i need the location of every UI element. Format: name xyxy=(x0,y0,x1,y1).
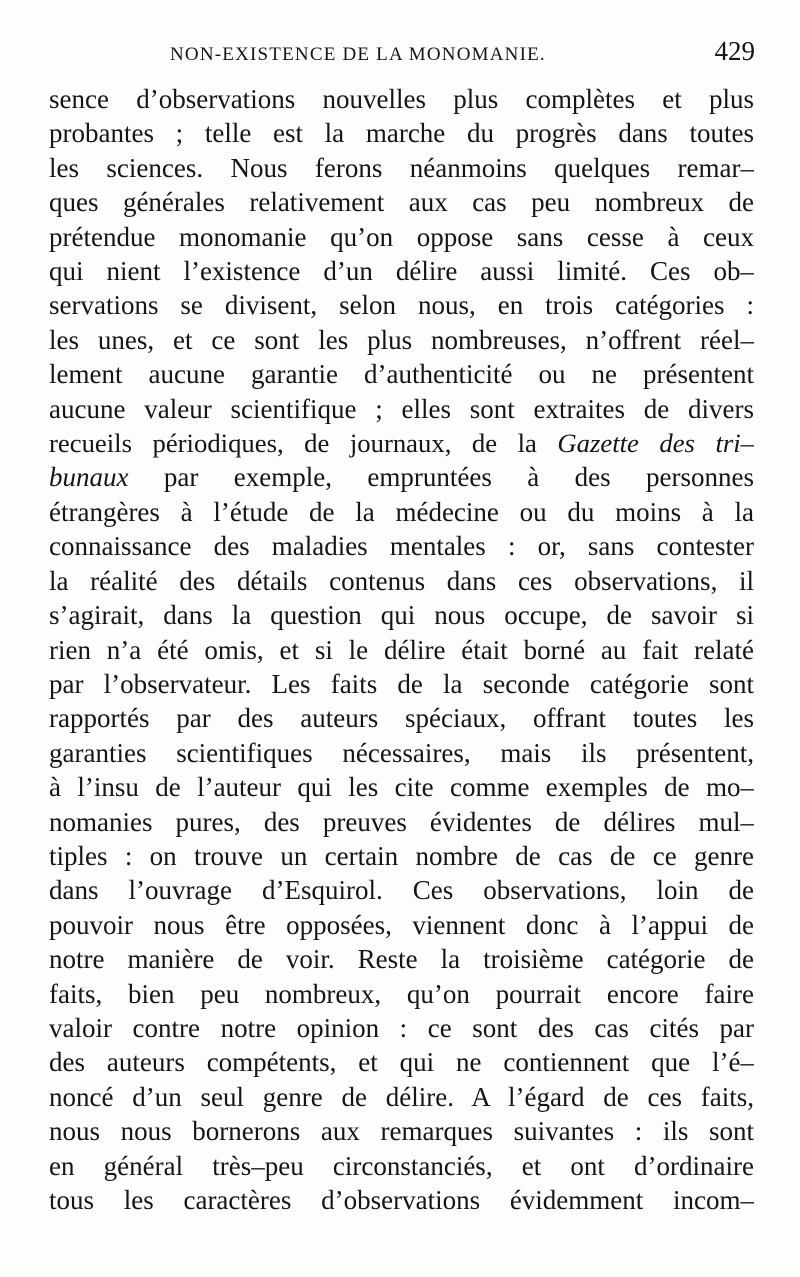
text-line: pouvoir nous être opposées, viennent donc à l’appui de xyxy=(49,909,754,940)
text-line: en général très–peu circonstanciés, et ont d’ordinaire xyxy=(49,1150,754,1181)
text-line: s’agirait, dans la question qui nous occupe, de savoir si xyxy=(49,600,754,631)
text-line: à l’insu de l’auteur qui les cite comme exemples de mo– xyxy=(49,772,754,803)
text-line: par l’observateur. Les faits de la seconde catégorie sont xyxy=(49,668,754,699)
text-line: tiples : on trouve un certain nombre de cas de ce genre xyxy=(49,840,754,871)
text-line: dans l’ouvrage d’Esquirol. Ces observations, loin de xyxy=(49,875,754,906)
text-line: faits, bien peu nombreux, qu’on pourrait encore faire xyxy=(49,978,754,1009)
text-line: rapportés par des auteurs spéciaux, offrant toutes les xyxy=(49,703,754,734)
text-line: valoir contre notre opinion : ce sont des cas cités par xyxy=(49,1012,754,1043)
text-line: étrangères à l’étude de la médecine ou du moins à la xyxy=(49,496,754,527)
text-line: les sciences. Nous ferons néanmoins quelques remar– xyxy=(49,152,754,183)
page-header xyxy=(50,36,755,80)
text-line: sence d’observations nouvelles plus complètes et plus xyxy=(49,84,754,114)
text-line: probantes ; telle est la marche du progrès dans toutes xyxy=(49,118,754,149)
text-line: les unes, et ce sont les plus nombreuses, n’offrent réel– xyxy=(49,324,754,355)
text-line: tous les caractères d’observations évidemment incom– xyxy=(49,1185,754,1215)
text-line: noncé d’un seul genre de délire. A l’égard de ces faits, xyxy=(49,1081,754,1112)
text-line: la réalité des détails contenus dans ces observations, il xyxy=(49,565,754,596)
text-segment: recueils périodiques, de journaux, de la xyxy=(49,428,537,459)
text-line-mixed xyxy=(49,460,754,494)
text-line: notre manière de voir. Reste la troisième catégorie de xyxy=(49,944,754,975)
text-line: ques générales relativement aux cas peu nombreux de xyxy=(49,187,754,218)
text-line-mixed xyxy=(49,426,754,460)
text-line: prétendue monomanie qu’on oppose sans cesse à ceux xyxy=(49,221,754,252)
text-line: garanties scientifiques nécessaires, mais ils présentent, xyxy=(49,737,754,768)
text-line: des auteurs compétents, et qui ne contiennent que l’é– xyxy=(49,1047,754,1078)
text-line: servations se divisent, selon nous, en trois catégories : xyxy=(49,290,754,321)
italic-title: bunaux xyxy=(49,462,129,493)
text-line: connaissance des maladies mentales : or, sans contester xyxy=(49,531,754,562)
italic-title: Gazette des tri– xyxy=(557,428,754,459)
text-line: nomanies pures, des preuves évidentes de délires mul– xyxy=(49,806,754,837)
text-segment: par exemple, empruntées à des personnes xyxy=(163,462,754,493)
text-line: nous nous bornerons aux remarques suivantes : ils sont xyxy=(49,1116,754,1147)
text-line: aucune valeur scientifique ; elles sont extraites de divers xyxy=(49,393,754,424)
text-line: lement aucune garantie d’authenticité ou ne présentent xyxy=(49,359,754,390)
body-text xyxy=(49,82,754,1217)
page-number: 429 xyxy=(714,36,755,66)
text-line: qui nient l’existence d’un délire aussi limité. Ces ob– xyxy=(49,256,754,287)
text-line: rien n’a été omis, et si le délire était borné au fait relaté xyxy=(49,634,754,665)
running-title: NON-EXISTENCE DE LA MONOMANIE. xyxy=(170,44,546,65)
